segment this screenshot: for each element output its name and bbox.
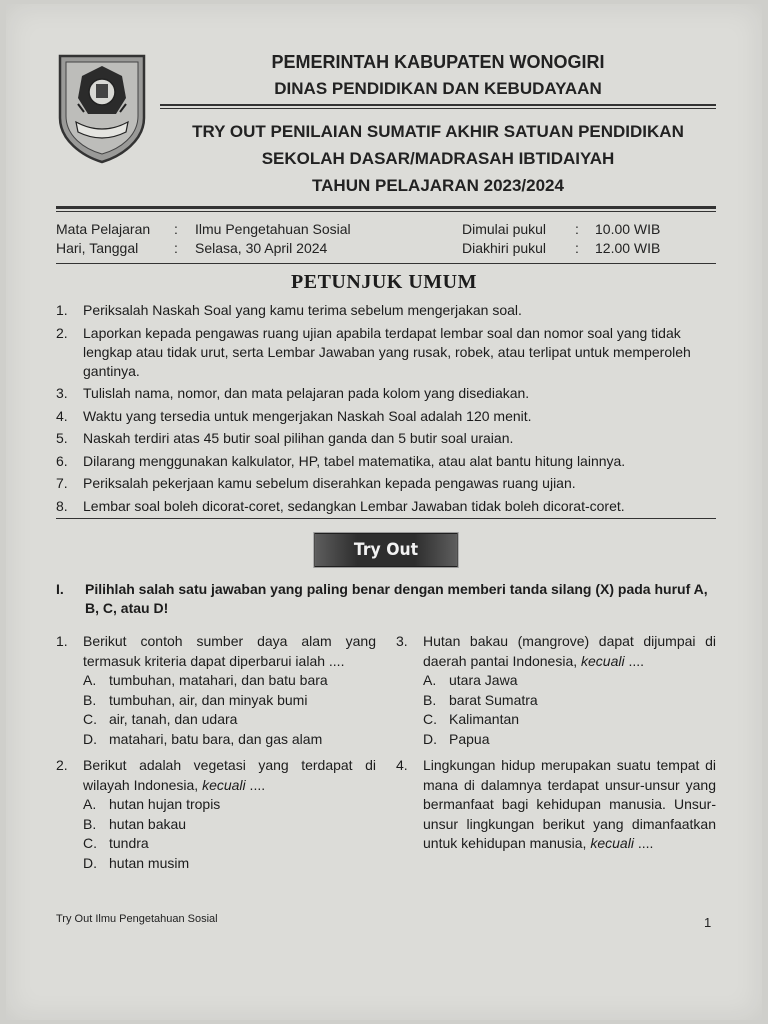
info-divider-top-thin [56, 211, 716, 212]
header-school-year: TAHUN PELAJARAN 2023/2024 [312, 176, 564, 195]
header-government: PEMERINTAH KABUPATEN WONOGIRI [271, 52, 605, 72]
info-divider-bottom [56, 263, 716, 264]
header-department: DINAS PENDIDIKAN DAN KEBUDAYAAN [274, 79, 602, 98]
instructions-title: PETUNJUK UMUM [291, 271, 477, 293]
regency-crest-logo [56, 52, 148, 164]
option-b[interactable]: B. barat Sumatra [423, 691, 538, 708]
option-d[interactable]: D. hutan musim [83, 854, 190, 871]
list-item: 2. Laporkan kepada pengawas ruang ujian apabila terdapat lembar soal dan nomor soal yang tidak lengkap atau tidak urut, serta Lembar Jawaban yang rusak, robek, atau terlipat untuk memperoleh gantinya. [56, 324, 691, 379]
start-value: 10.00 WIB [595, 221, 661, 237]
option-a[interactable]: A. utara Jawa [423, 672, 518, 688]
list-item: 8. Lembar soal boleh dicorat-coret, sedangkan Lembar Jawaban tidak boleh dicorat-coret. [56, 497, 625, 514]
info-divider-top [56, 206, 716, 209]
list-item: 3. Tulislah nama, nomor, dan mata pelajaran pada kolom yang disediakan. [56, 385, 530, 401]
header-school-level: SEKOLAH DASAR/MADRASAH IBTIDAIYAH [261, 149, 615, 168]
option-d[interactable]: D. Papua [423, 730, 490, 747]
question-4: 4. Lingkungan hidup merupakan suatu tempat di mana di dalamnya terdapat unsur-unsur yang bermanfaat bagi kehidupan manusia. Unsur-unsur lingkungan berikut yang dimanfaatkan untuk kehidupan manusia, kecuali .... [396, 757, 716, 851]
option-c[interactable]: C. air, tanah, dan udara [83, 711, 238, 727]
section-instruction: I. Pilihlah salah satu jawaban yang paling benar dengan memberi tanda silang (X) pada huruf A, B, C, atau D! [56, 581, 708, 616]
footer-subject: Try Out Ilmu Pengetahuan Sosial [56, 913, 218, 925]
end-value: 12.00 WIB [595, 240, 661, 256]
start-label: Dimulai pukul [462, 221, 547, 237]
option-b[interactable]: B. hutan bakau [83, 815, 187, 832]
question-3: 3. Hutan bakau (mangrove) dapat dijumpai di daerah pantai Indonesia, kecuali .... A. utara Jawa B. barat Sumatra C. Kalimantan D. Papua [396, 632, 716, 749]
option-c[interactable]: C. tundra [83, 835, 149, 851]
instructions-list [56, 301, 716, 519]
list-item: 4. Waktu yang tersedia untuk mengerjakan Naskah Soal adalah 120 menit. [56, 407, 532, 424]
instructions-divider [56, 518, 716, 519]
info-separator: : [174, 240, 178, 256]
end-label: Diakhiri pukul [462, 240, 547, 256]
date-label: Hari, Tanggal [56, 240, 139, 256]
option-d[interactable]: D. matahari, batu bara, dan gas alam [83, 730, 323, 747]
option-c[interactable]: C. Kalimantan [423, 711, 520, 727]
info-separator: : [575, 240, 579, 256]
header-divider-thin [160, 108, 716, 109]
date-value: Selasa, 30 April 2024 [195, 240, 328, 256]
page-number: 1 [704, 915, 712, 930]
header-divider [160, 104, 716, 106]
question-1: 1. Berikut contoh sumber daya alam yang termasuk kriteria dapat diperbarui ialah .... A. tumbuhan, matahari, dan batu bara B. tumbuhan, air, dan minyak bumi C. air, tanah, dan udara D. matahari, batu bara, dan gas alam [56, 632, 376, 749]
info-separator: : [575, 221, 579, 237]
option-a[interactable]: A. hutan hujan tropis [83, 796, 221, 812]
option-b[interactable]: B. tumbuhan, air, dan minyak bumi [83, 691, 308, 708]
option-a[interactable]: A. tumbuhan, matahari, dan batu bara [83, 672, 328, 688]
list-item: 1. Periksalah Naskah Soal yang kamu terima sebelum mengerjakan soal. [56, 302, 522, 318]
header-exam-title: TRY OUT PENILAIAN SUMATIF AKHIR SATUAN PENDIDIKAN [192, 122, 684, 141]
info-separator: : [174, 221, 178, 237]
list-item: 6. Dilarang menggunakan kalkulator, HP, tabel matematika, atau alat bantu hitung lainnya. [56, 452, 626, 469]
list-item: 5. Naskah terdiri atas 45 butir soal pilihan ganda dan 5 butir soal uraian. [56, 430, 514, 446]
subject-label: Mata Pelajaran [56, 221, 151, 237]
list-item: 7. Periksalah pekerjaan kamu sebelum diserahkan kepada pengawas ruang ujian. [56, 475, 576, 491]
question-2: 2. Berikut adalah vegetasi yang terdapat di wilayah Indonesia, kecuali .... A. hutan hujan tropis B. hutan bakau C. tundra D. hutan musim [56, 756, 376, 873]
subject-value: Ilmu Pengetahuan Sosial [195, 221, 351, 237]
try-out-badge: Try Out [314, 533, 458, 567]
